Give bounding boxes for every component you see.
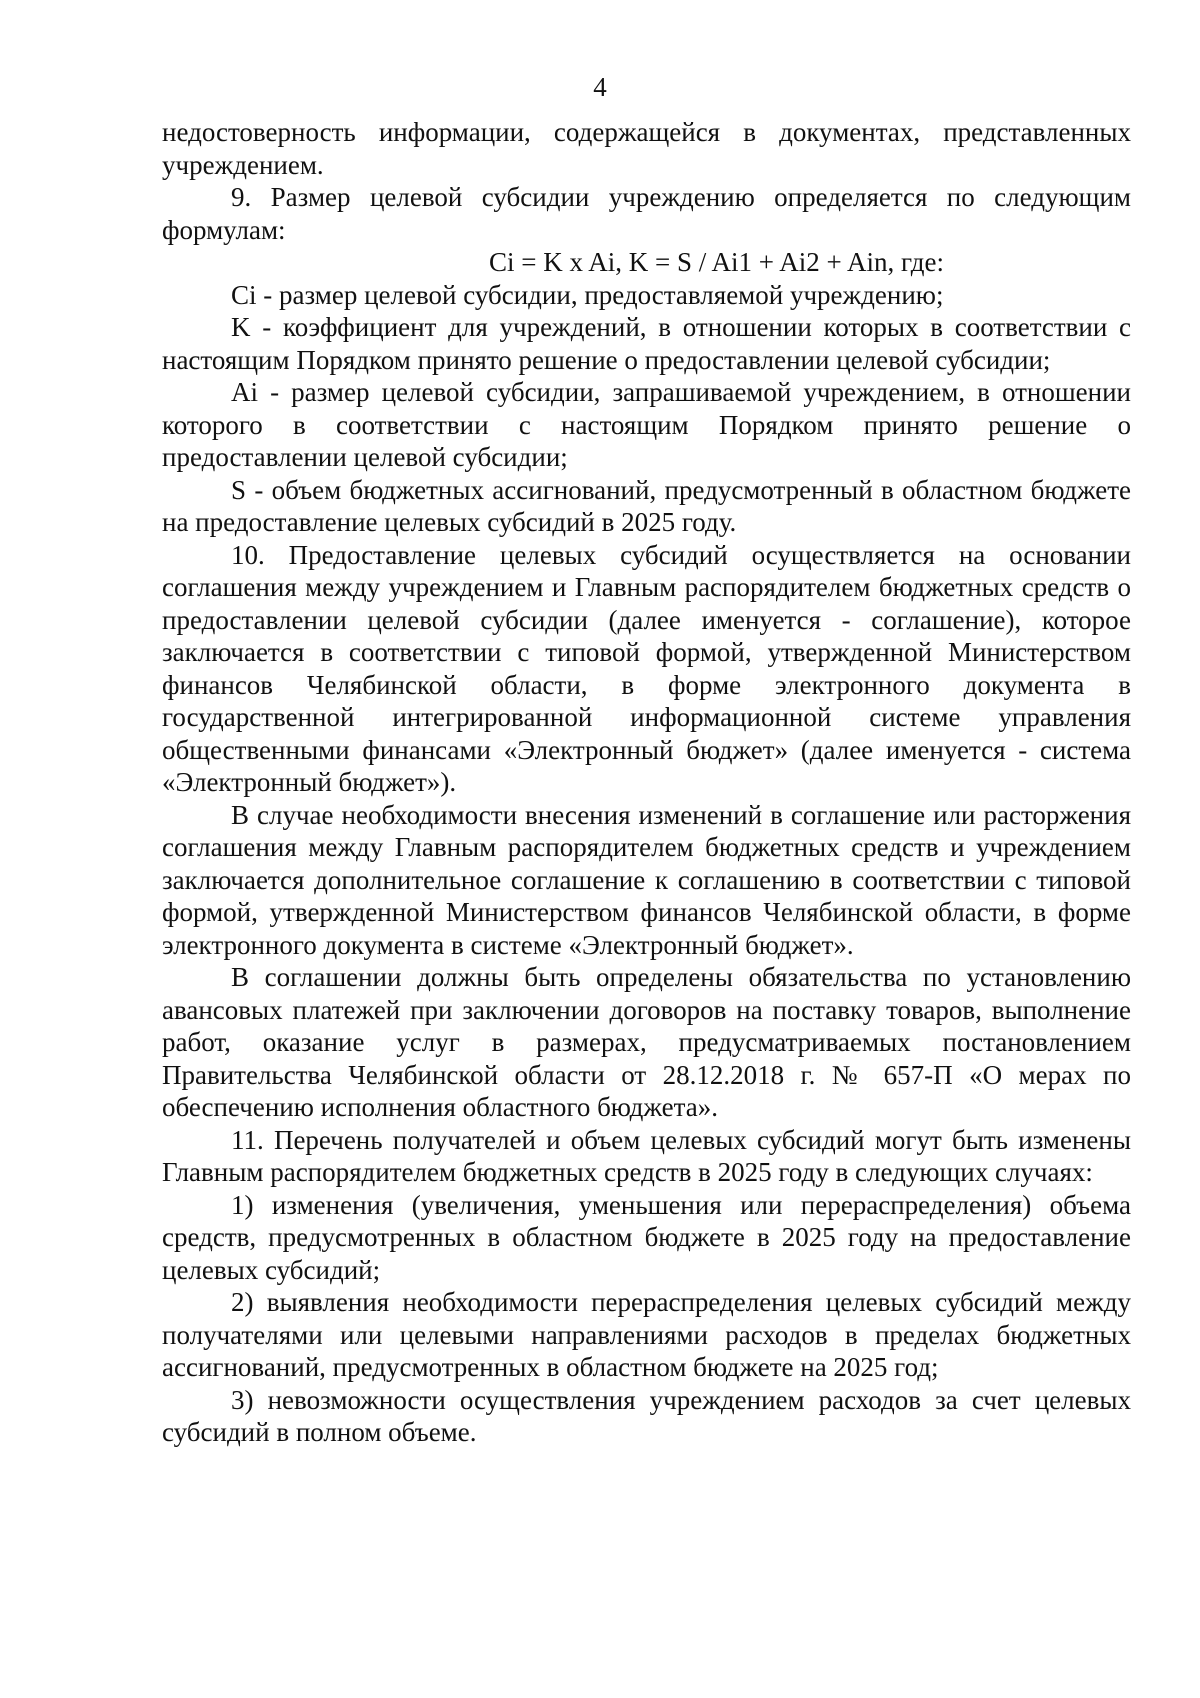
list-item-3: 3) невозможности осуществления учреждением расходов за счет целевых субсидий в полном объеме. <box>162 1384 1131 1447</box>
paragraph-continuation: недостоверность информации, содержащейся в документах, представленных учреждением. <box>162 117 1131 180</box>
list-item-2: 2) выявления необходимости перераспределения целевых субсидий между получателями или целевыми направлениями расходов в пределах бюджетных ассигнований, предусмотренных в областном бюджете на 2025 год; <box>162 1287 1131 1382</box>
paragraph-advance-payments: В соглашении должны быть определены обязательства по установлению авансовых платежей при заключении договоров на поставку товаров, выполнение работ, оказание услуг в размерах, предусматриваемых постановлением Правительства Челябинской области от 28.12.2018 г. № 657-П «О мерах по обеспечению исполнения областного бюджета». <box>162 962 1131 1122</box>
document-body <box>162 116 1131 1449</box>
definition-ci: Ci - размер целевой субсидии, предоставляемой учреждению; <box>231 279 944 310</box>
definition-k: K - коэффициент для учреждений, в отношении которых в соответствии с настоящим Порядком принято решение о предоставлении целевой субсидии; <box>162 312 1131 375</box>
definition-ai: Ai - размер целевой субсидии, запрашиваемой учреждением, в отношении которого в соответствии с настоящим Порядком принято решение о предоставлении целевой субсидии; <box>162 377 1131 472</box>
paragraph-9: 9. Размер целевой субсидии учреждению определяется по следующим формулам: <box>162 182 1131 245</box>
paragraph-amendment: В случае необходимости внесения изменений в соглашение или расторжения соглашения между Главным распорядителем бюджетных средств и учреждением заключается дополнительное соглашение к соглашению в соответствии с типовой формой, утвержденной Министерством финансов Челябинской области, в форме электронного документа в системе «Электронный бюджет». <box>162 799 1131 960</box>
formula: Ci = K x Ai, K = S / Ai1 + Ai2 + Ain, где: <box>489 247 944 277</box>
definition-s: S - объем бюджетных ассигнований, предусмотренный в областном бюджете на предоставление целевых субсидий в 2025 году. <box>162 474 1131 537</box>
page-number: 4 <box>593 72 607 102</box>
paragraph-11: 11. Перечень получателей и объем целевых субсидий могут быть изменены Главным распорядителем бюджетных средств в 2025 году в следующих случаях: <box>162 1124 1131 1187</box>
list-item-1: 1) изменения (увеличения, уменьшения или перераспределения) объема средств, предусмотренных в областном бюджете в 2025 году на предоставление целевых субсидий; <box>162 1189 1131 1285</box>
paragraph-10: 10. Предоставление целевых субсидий осуществляется на основании соглашения между учреждением и Главным распорядителем бюджетных средств о предоставлении целевой субсидии (далее именуется - соглашение), которое заключается в соответствии с типовой формой, утвержденной Министерством финансов Челябинской области, в форме электронного документа в государственной интегрированной информационной системе управления общественными финансами «Электронный бюджет» (далее именуется - система «Электронный бюджет»). <box>162 539 1131 797</box>
